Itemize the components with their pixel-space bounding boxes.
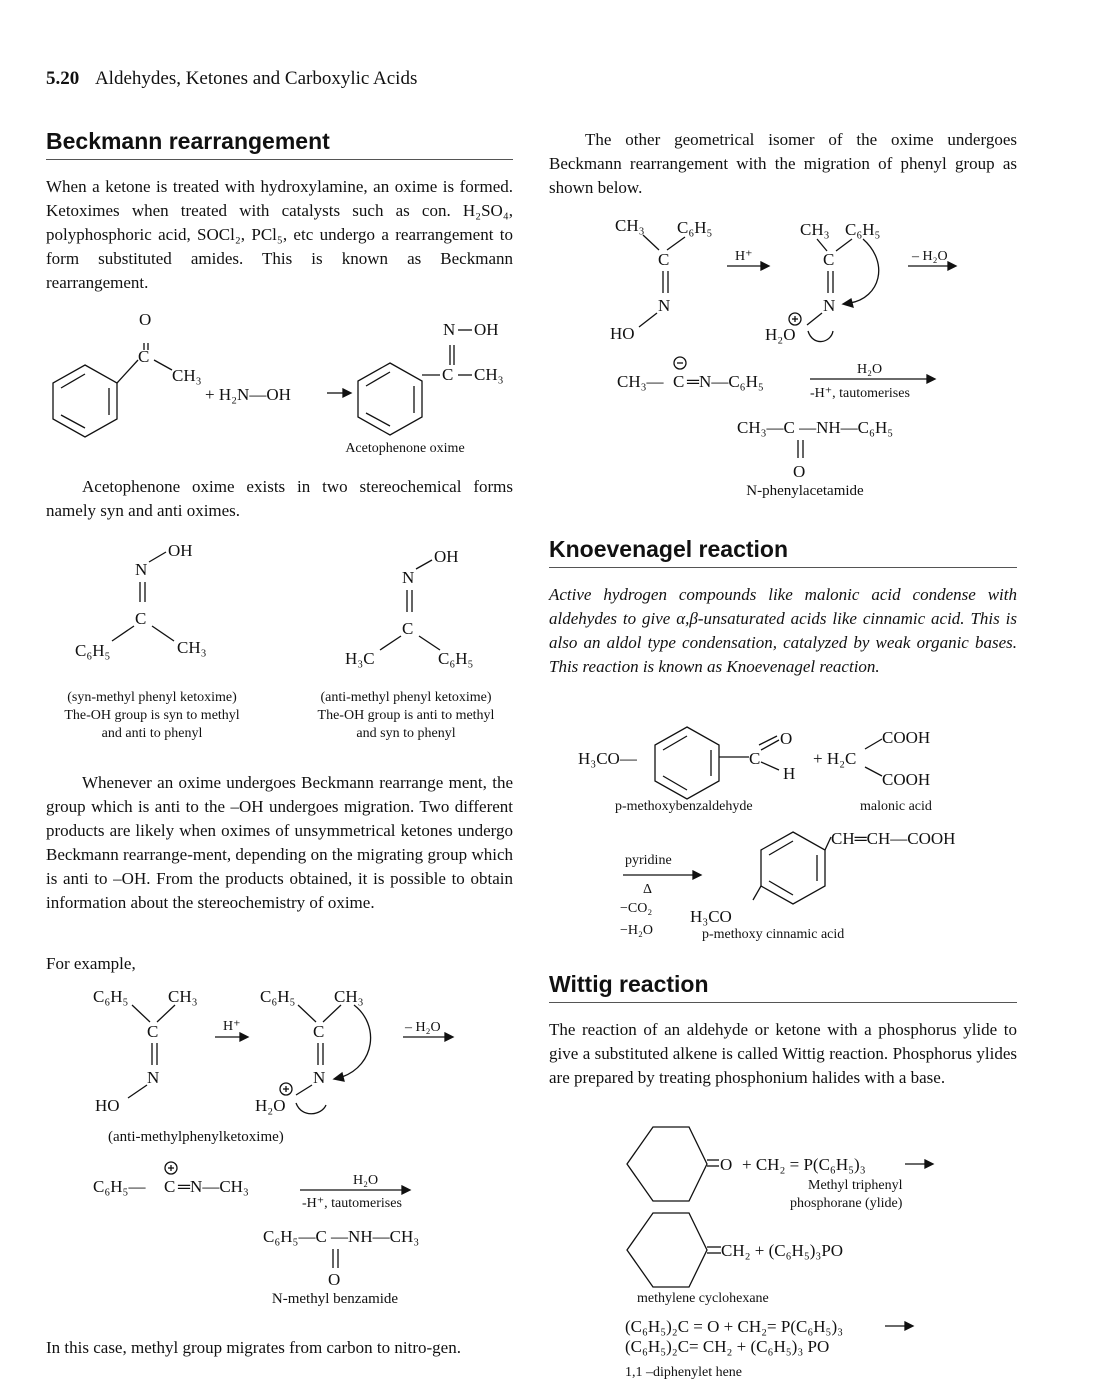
anti-caption: (anti-methyl phenyl ketoxime) The-OH group is anti to methyl and syn to phenyl bbox=[317, 690, 495, 741]
svg-text:(C₆H₅)₂C= CH₂ + (C₆H₅)₃ PO: (C₆H₅)₂C= CH₂ + (C₆H₅)₃ PO bbox=[625, 1337, 830, 1356]
svg-text:N: N bbox=[147, 1068, 160, 1087]
svg-text:H⁺: H⁺ bbox=[223, 1019, 241, 1034]
svg-text:CH₃: CH₃ bbox=[334, 987, 364, 1006]
stereo-text: Acetophenone oxime exists in two stereochemical forms namely syn and anti oximes. bbox=[46, 477, 513, 520]
svg-text:C₆H₅: C₆H₅ bbox=[93, 987, 129, 1006]
svg-text:C₆H₅—: C₆H₅— bbox=[93, 1177, 146, 1196]
svg-text:O: O bbox=[720, 1155, 733, 1174]
svg-text:N: N bbox=[658, 296, 671, 315]
svg-text:O: O bbox=[139, 310, 152, 329]
svg-text:C: C bbox=[138, 347, 150, 366]
syn-anti-oximes bbox=[70, 538, 510, 673]
svg-text:H₃C: H₃C bbox=[345, 649, 375, 668]
svg-text:C: C bbox=[135, 609, 147, 628]
svg-text:CH₃: CH₃ bbox=[474, 365, 504, 384]
oxime-caption: Acetophenone oxime bbox=[345, 441, 465, 456]
svg-text:C: C bbox=[749, 749, 761, 768]
svg-text:H₂O: H₂O bbox=[353, 1173, 379, 1188]
svg-text:Methyl triphenyl: Methyl triphenyl bbox=[808, 1178, 903, 1193]
svg-text:C: C bbox=[442, 365, 454, 384]
svg-text:C: C bbox=[147, 1022, 159, 1041]
svg-text:COOH: COOH bbox=[882, 770, 931, 789]
page-number: 5.20 bbox=[46, 68, 80, 89]
svg-text:+ H₂C: + H₂C bbox=[813, 749, 857, 768]
svg-text:phosphorane (ylide): phosphorane (ylide) bbox=[790, 1196, 903, 1211]
svg-text:HO: HO bbox=[95, 1096, 120, 1115]
knoevenagel-heading: Knoevenagel reaction bbox=[549, 536, 1017, 568]
svg-text:OH: OH bbox=[434, 547, 459, 566]
svg-text:H₃CO—: H₃CO— bbox=[578, 749, 637, 768]
knoevenagel-text: Active hydrogen compounds like malonic acid condense with aldehydes to give α,β-unsaturated acids like cinnamic acid. This is also an aldol type condensation, catalyzed by weak organic bases. This reaction is known as Knoevenagel reaction. bbox=[549, 585, 1017, 676]
svg-text:p-methoxybenzaldehyde: p-methoxybenzaldehyde bbox=[615, 799, 753, 814]
knoevenagel-scheme bbox=[575, 712, 1015, 952]
svg-text:H₃CO: H₃CO bbox=[690, 907, 732, 926]
svg-text:C: C bbox=[402, 619, 414, 638]
svg-text:1,1 –diphenylet hene: 1,1 –diphenylet hene bbox=[625, 1365, 743, 1380]
svg-text:CH₃: CH₃ bbox=[172, 366, 202, 385]
svg-text:pyridine: pyridine bbox=[625, 853, 672, 868]
svg-text:-H⁺, tautomerises: -H⁺, tautomerises bbox=[810, 386, 910, 401]
conclusion-text: In this case, methyl group migrates from carbon to nitro-gen. bbox=[46, 1338, 461, 1357]
svg-text:CH₃—: CH₃— bbox=[617, 372, 664, 391]
syn-oxime-rearrangement bbox=[605, 213, 1005, 348]
svg-text:CH₃: CH₃ bbox=[177, 638, 207, 657]
svg-text:H⁺: H⁺ bbox=[735, 249, 753, 264]
svg-text:C₆H₅: C₆H₅ bbox=[438, 649, 474, 668]
product2-caption: N-phenylacetamide bbox=[746, 483, 864, 499]
svg-text:O: O bbox=[793, 462, 806, 481]
svg-text:(C₆H₅)₂C = O + CH₂= P(C₆H₅)₃: (C₆H₅)₂C = O + CH₂= P(C₆H₅)₃ bbox=[625, 1317, 844, 1336]
svg-text:H: H bbox=[783, 764, 796, 783]
beckmann-intro: When a ketone is treated with hydroxylamine, an oxime is formed. Ketoximes when treated with catalysts such as con. H₂SO₄, polyphosphoric acid, SOCl₂, PCl₅, etc undergo a rearrangement to form substituted amides. This is known as Beckmann rearrangement. bbox=[46, 177, 513, 292]
svg-text:COOH: COOH bbox=[882, 728, 931, 747]
wittig-text: The reaction of an aldehyde or ketone with a phosphorus ylide to give a substituted alkene is called Wittig reaction. Phosphorus ylides are prepared by treating phosphonium halides with a base. bbox=[549, 1020, 1017, 1087]
nitrilium-product-2 bbox=[615, 353, 1015, 488]
product1-caption: N-methyl benzamide bbox=[271, 1291, 399, 1307]
svg-text:N: N bbox=[443, 320, 456, 339]
nitrilium-product-1 bbox=[90, 1158, 510, 1293]
anti-oxime-rearrangement bbox=[90, 985, 510, 1120]
svg-text:C₆H₅—C —NH—CH₃: C₆H₅—C —NH—CH₃ bbox=[263, 1227, 420, 1246]
svg-text:═N—C₆H₅: ═N—C₆H₅ bbox=[687, 372, 764, 391]
svg-text:CH₃: CH₃ bbox=[615, 216, 645, 235]
svg-text:N: N bbox=[135, 560, 148, 579]
svg-text:N: N bbox=[823, 296, 836, 315]
svg-text:N: N bbox=[402, 568, 415, 587]
svg-text:methylene cyclohexane: methylene cyclohexane bbox=[637, 1291, 769, 1306]
svg-text:HO: HO bbox=[610, 324, 635, 343]
svg-text:OH: OH bbox=[168, 541, 193, 560]
anti-label: (anti-methylphenylketoxime) bbox=[108, 1129, 284, 1145]
beckmann-heading: Beckmann rearrangement bbox=[46, 128, 513, 160]
wittig-heading: Wittig reaction bbox=[549, 971, 1017, 1003]
migration-text: Whenever an oxime undergoes Beckmann rearrange ment, the group which is anti to the –OH undergoes migration. Two different products are likely when oximes of unsymmetrical ketones undergo Beckmann rearrange-ment, depending on the migrating group which is anti to –OH. From the products obtained, it is possible to obtain information about the stereochemistry of oxime. bbox=[46, 773, 513, 912]
svg-text:CH₃—C —NH—C₆H₅: CH₃—C —NH—C₆H₅ bbox=[737, 418, 894, 437]
svg-text:CH₂ + (C₆H₅)₃PO: CH₂ + (C₆H₅)₃PO bbox=[721, 1241, 844, 1260]
hydroxylamine: + H₂N—OH bbox=[205, 385, 291, 404]
svg-text:C: C bbox=[313, 1022, 325, 1041]
svg-text:CH₃: CH₃ bbox=[168, 987, 198, 1006]
svg-text:C₆H₅: C₆H₅ bbox=[677, 218, 713, 237]
svg-text:C₆H₅: C₆H₅ bbox=[75, 641, 111, 660]
svg-text:+ CH₂ = P(C₆H₅)₃: + CH₂ = P(C₆H₅)₃ bbox=[742, 1155, 866, 1174]
svg-text:Δ: Δ bbox=[643, 882, 653, 897]
svg-text:OH: OH bbox=[474, 320, 499, 339]
svg-text:CH═CH—COOH: CH═CH—COOH bbox=[831, 829, 956, 848]
svg-text:C: C bbox=[673, 372, 685, 391]
svg-text:C: C bbox=[658, 250, 670, 269]
svg-text:H₂O: H₂O bbox=[765, 325, 796, 344]
svg-text:-H⁺, tautomerises: -H⁺, tautomerises bbox=[302, 1196, 402, 1211]
svg-text:H₂O: H₂O bbox=[857, 362, 883, 377]
svg-text:p-methoxy cinnamic acid: p-methoxy cinnamic acid bbox=[702, 927, 845, 942]
svg-text:C: C bbox=[164, 1177, 176, 1196]
running-header bbox=[46, 68, 417, 90]
svg-text:H₂O: H₂O bbox=[255, 1096, 286, 1115]
svg-text:N: N bbox=[313, 1068, 326, 1087]
wittig-scheme bbox=[615, 1120, 1015, 1390]
for-example: For example, bbox=[46, 954, 136, 973]
svg-text:O: O bbox=[780, 729, 793, 748]
svg-text:malonic acid: malonic acid bbox=[860, 799, 932, 814]
svg-text:C: C bbox=[823, 250, 835, 269]
running-title: Aldehydes, Ketones and Carboxylic Acids bbox=[94, 68, 418, 89]
svg-text:−H₂O: −H₂O bbox=[620, 923, 653, 938]
svg-text:CH₃: CH₃ bbox=[800, 220, 830, 239]
svg-text:C₆H₅: C₆H₅ bbox=[260, 987, 296, 1006]
svg-text:═N—CH₃: ═N—CH₃ bbox=[178, 1177, 249, 1196]
svg-text:– H₂O: – H₂O bbox=[405, 1020, 441, 1035]
other-isomer-text: The other geometrical isomer of the oxime undergoes Beckmann rearrangement with the migration of phenyl group as shown below. bbox=[549, 130, 1017, 197]
syn-caption: (syn-methyl phenyl ketoxime) The-OH group is syn to methyl and anti to phenyl bbox=[64, 690, 240, 741]
svg-text:−CO₂: −CO₂ bbox=[620, 901, 653, 916]
svg-text:– H₂O: – H₂O bbox=[912, 249, 948, 264]
svg-text:C₆H₅: C₆H₅ bbox=[845, 220, 881, 239]
svg-text:O: O bbox=[328, 1270, 341, 1289]
